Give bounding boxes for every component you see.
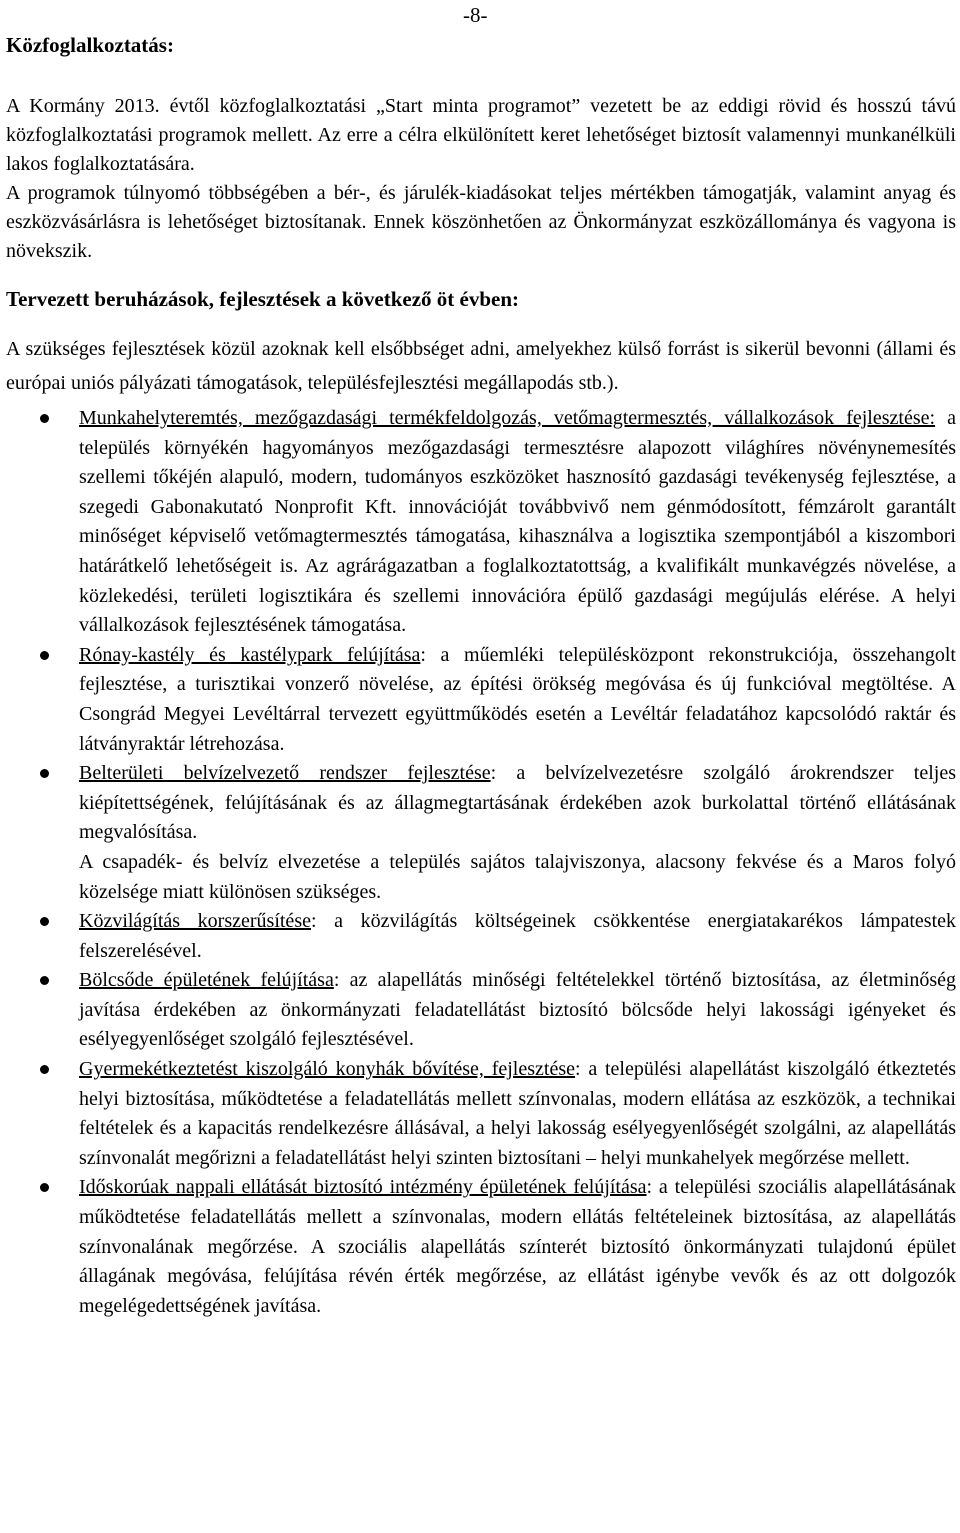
list-item-text: : a települési szociális alapellátásának működtetése feladatellátás mellett a színvonalas, modern ellátás feltételeinek biztosítása, az alapellátás színvonalának megőrzése. A szociális alapellátás színterét biztosító önkormányzati tulajdonú épület állagának megóvása, felújítása révén érték megőrzése, az ellátást igénybe vevők és az ott dolgozók megelégedettségének javítása. <box>79 1176 956 1317</box>
list-item-title: Rónay-kastély és kastélypark felújítása <box>79 643 421 666</box>
list-item-ronay-castle <box>6 641 956 759</box>
bullet-icon <box>40 414 49 423</box>
paragraph-start-program: A Kormány 2013. évtől közfoglalkoztatási „Start minta programot” vezetett be az eddigi rövid és hosszú távú közfoglalkoztatási programok mellett. Az erre a célra elkülönített keret lehetőséget biztosít valamennyi munkanélküli lakos foglalkoztatására. <box>6 95 956 175</box>
bullet-icon <box>40 917 49 926</box>
bullet-icon <box>40 769 49 778</box>
bullet-icon <box>40 1183 49 1192</box>
bullet-icon <box>40 651 49 660</box>
list-item-kitchens <box>6 1055 956 1173</box>
bullet-icon <box>40 1065 49 1074</box>
investment-list <box>6 404 956 1321</box>
paragraph-investments-intro: A szükséges fejlesztések közül azoknak kell elsőbbséget adni, amelyekhez külső forrást is sikerül bevonni (állami és európai uniós pályázati támogatások, településfejlesztési megállapodás stb.). <box>6 338 956 394</box>
list-item-text: : a közvilágítás költségeinek csökkentése energiatakarékos lámpatestek felszerelésével. <box>79 910 956 962</box>
bullet-icon <box>40 976 49 985</box>
list-item-job-creation <box>6 404 956 641</box>
list-item-text: : a települési alapellátást kiszolgáló étkeztetés helyi biztosítása, működtetése a feladatellátás mellett színvonalas, modern ellátása az eszközök, a technikai feltételek és a kapacitás rendelkezésre állásával, a helyi lakosság esélyegyenlőségét szolgálni, az alapellátás színvonalát megőrizni a feladatellátást helyi szinten biztosítani – helyi munkahelyek megőrzése mellett. <box>79 1058 956 1169</box>
list-item-title: Közvilágítás korszerűsítése <box>79 910 311 933</box>
list-item-text: : az alapellátás minőségi feltételekkel történő biztosítása, az életminőség javítása érdekében az önkormányzati feladatellátást biztosító bölcsőde helyi lakossági igényeket és esélyegyenlőséget szolgáló fejlesztésével. <box>79 969 956 1051</box>
section-heading-planned-investments: Tervezett beruházások, fejlesztések a következő öt évben: <box>6 287 520 311</box>
list-item-extra-text: A csapadék- és belvíz elvezetése a település sajátos talajviszonya, alacsony fekvése és a Maros folyó közelsége miatt különösen szükséges. <box>79 850 956 903</box>
document-body <box>6 0 956 1321</box>
list-item-text: a település környékén hagyományos mezőgazdasági termesztésre alapozott világhíres növénynemesítés szellemi tőkéjén alapuló, modern, tudományos eszközöket hasznosító gazdasági tevékenység fejlesztése, a szegedi Gabonakutató Nonprofit Kft. innovációját továbbvivő nem génmódosított, fémzárolt garantált minőséget képviselő vetőmagtermesztés támogatása, kihasználva a logisztika szempontjából a kiszombori határátkelő lehetőségeit is. Az agrárágazatban a foglalkoztatottság, a kvalifikált munkavégzés növelése, a közlekedési, területi logisztikára és szellemi innovációra épülő gazdasági megújulás elérése. A helyi vállalkozások fejlesztésének támogatása. <box>79 407 956 637</box>
page-number: -8- <box>463 3 488 27</box>
list-item-title: Munkahelyteremtés, mezőgazdasági termékfeldolgozás, vetőmagtermesztés, vállalkozások fejlesztése: <box>79 407 936 429</box>
list-item-title: Időskorúak nappali ellátását biztosító intézmény épületének felújítása <box>79 1176 647 1199</box>
list-item-drainage-system <box>6 759 956 907</box>
list-item-text: : a belvízelvezetésre szolgáló árokrendszer teljes kiépítettségének, felújításának és az állagmegtartásának érdekében azok burkolattal történő ellátásának megvalósítása. <box>79 762 956 844</box>
list-item-elderly-care <box>6 1173 956 1321</box>
list-item-title: Bölcsőde épületének felújítása <box>79 969 334 992</box>
list-item-nursery <box>6 966 956 1055</box>
paragraph-program-support: A programok túlnyomó többségében a bér-, és járulék-kiadásokat teljes mértékben támogatják, valamint anyag és eszközvásárlásra is lehetőséget biztosítanak. Ennek köszönhetően az Önkormányzat eszközállománya és vagyona is növekszik. <box>6 182 956 262</box>
section-heading-public-employment: Közfoglalkoztatás: <box>6 33 174 57</box>
list-item-text: : a műemléki településközpont rekonstrukciója, összehangolt fejlesztése, a turisztikai vonzerő növelése, az építési örökség megóvása és új funkcióval megtöltése. A Csongrád Megyei Levéltárral tervezett együttműködés esetén a Levéltár feladatához kapcsolódó raktár és látványraktár létrehozása. <box>79 643 956 755</box>
list-item-title: Belterületi belvízelvezető rendszer fejlesztése <box>79 762 491 785</box>
list-item-title: Gyermekétkeztetést kiszolgáló konyhák bővítése, fejlesztése <box>79 1058 575 1081</box>
list-item-street-lighting <box>6 907 956 966</box>
